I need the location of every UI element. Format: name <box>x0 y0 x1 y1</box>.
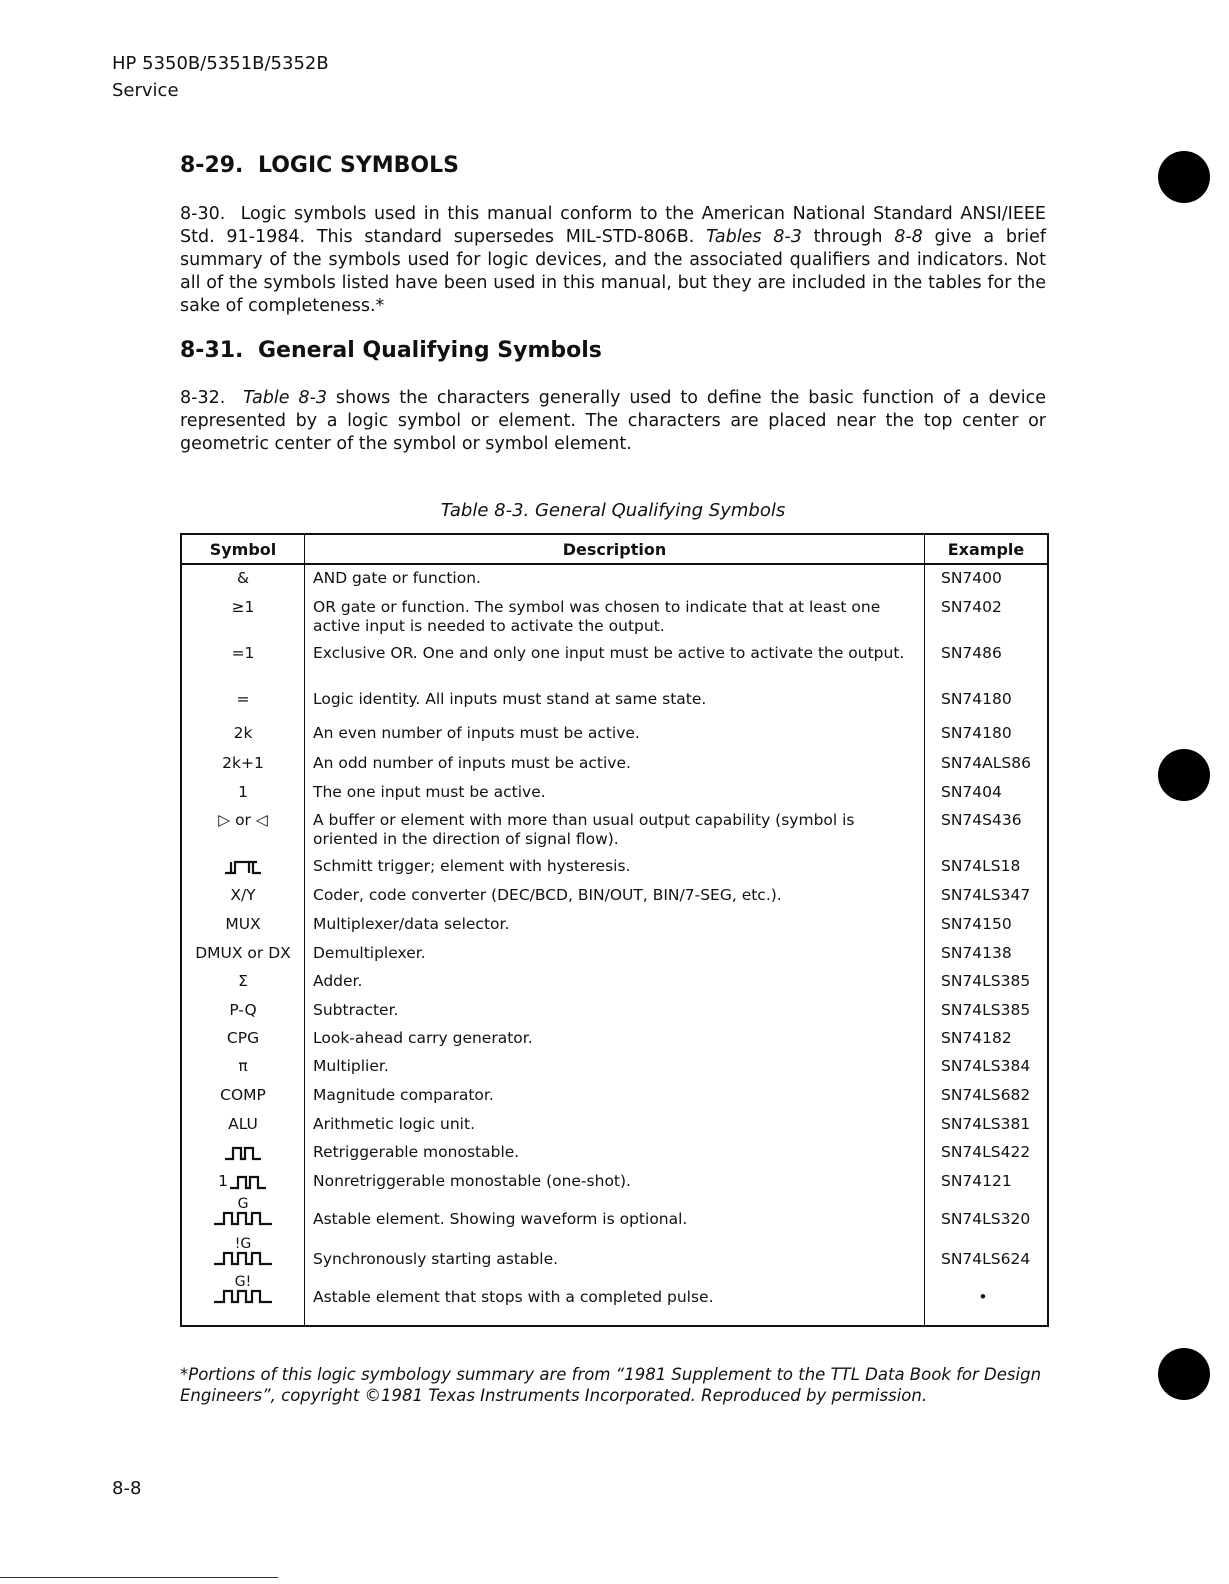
symbol-cell <box>181 940 305 968</box>
symbol-cell <box>181 1168 305 1198</box>
symbol-cell <box>181 1139 305 1168</box>
symbol-label: MUX <box>225 915 261 933</box>
symbol-cell <box>181 1238 305 1276</box>
monostable-pulse-icon <box>223 1145 263 1161</box>
symbol-cell <box>181 807 305 853</box>
footnote: *Portions of this logic symbology summary are from “1981 Supplement to the TTL Data Book for Design Engineers”, copyright ©1981 Texas Instruments Incorporated. Reproduced by permission. <box>180 1365 1042 1405</box>
paragraph-text: give a brief summary of the symbols used for logic devices, and the associated qualifiers and indicators. Not all of the symbols listed have been used in this manual, but they are included in the tables for the sake of completeness.* <box>180 227 1047 316</box>
example-cell: SN7400 <box>925 564 1049 594</box>
table-row <box>181 1198 1048 1238</box>
table-row <box>181 686 1048 720</box>
paragraph-text: through <box>801 227 895 247</box>
paragraph-number: 8-32. <box>180 388 226 408</box>
symbol-cell <box>181 750 305 779</box>
table-row <box>181 1276 1048 1326</box>
section-number: 8-29. <box>180 153 244 178</box>
symbol-cell <box>181 911 305 940</box>
table-row <box>181 564 1048 594</box>
description-cell: Coder, code converter (DEC/BCD, BIN/OUT, BIN/7-SEG, etc.). <box>305 882 925 911</box>
symbol-label: G <box>237 1196 249 1212</box>
symbol-label: π <box>238 1057 248 1075</box>
symbol-cell <box>181 720 305 750</box>
description-cell: AND gate or function. <box>305 564 925 594</box>
table-body <box>181 564 1048 1326</box>
description-cell: Look-ahead carry generator. <box>305 1025 925 1053</box>
example-cell: SN7486 <box>925 640 1049 686</box>
description-cell: Astable element. Showing waveform is optional. <box>305 1198 925 1238</box>
description-cell: Multiplier. <box>305 1053 925 1082</box>
symbol-label: Σ <box>238 972 248 990</box>
example-cell: • <box>925 1276 1049 1326</box>
table-row <box>181 997 1048 1025</box>
description-cell: OR gate or function. The symbol was chosen to indicate that at least one active input is needed to activate the output. <box>305 594 925 640</box>
symbol-label: & <box>236 569 250 587</box>
paragraph-text: Logic symbols used in this manual conform to the American National Standard ANSI/IEEE Std. 91-1984. This standard supersedes MIL-STD-806B. <box>180 204 1046 247</box>
table-row <box>181 1053 1048 1082</box>
example-cell: SN74150 <box>925 911 1049 940</box>
symbol-cell <box>181 640 305 686</box>
section-title: General Qualifying Symbols <box>258 338 602 363</box>
table-row <box>181 882 1048 911</box>
symbol-label: ▷ or ◁ <box>218 811 268 829</box>
example-cell: SN74LS384 <box>925 1053 1049 1082</box>
example-cell: SN74LS18 <box>925 853 1049 882</box>
description-cell: Arithmetic logic unit. <box>305 1111 925 1139</box>
symbol-label: CPG <box>226 1029 260 1047</box>
example-cell: SN74LS385 <box>925 997 1049 1025</box>
symbol-cell <box>181 968 305 997</box>
table-caption: Table 8-3. General Qualifying Symbols <box>440 500 786 521</box>
astable-waveform-icon <box>212 1250 274 1266</box>
example-cell: SN74180 <box>925 686 1049 720</box>
example-cell: SN74LS385 <box>925 968 1049 997</box>
table-row <box>181 807 1048 853</box>
example-cell: SN74LS347 <box>925 882 1049 911</box>
example-cell: SN74180 <box>925 720 1049 750</box>
example-cell: SN7404 <box>925 779 1049 807</box>
description-cell: An odd number of inputs must be active. <box>305 750 925 779</box>
example-cell: SN74138 <box>925 940 1049 968</box>
description-cell: A buffer or element with more than usual output capability (symbol is oriented in the direction of signal flow). <box>305 807 925 853</box>
table-header-row <box>181 534 1048 564</box>
symbol-cell <box>181 686 305 720</box>
description-cell: Magnitude comparator. <box>305 1082 925 1111</box>
symbol-label: P-Q <box>229 1001 257 1019</box>
description-cell: Demultiplexer. <box>305 940 925 968</box>
paragraph-text: shows the characters generally used to define the basic function of a device represented by a logic symbol or element. The characters are placed near the top center or geometric center of the symbol or symbol element. <box>180 388 1046 454</box>
symbol-label: COMP <box>220 1086 266 1104</box>
astable-waveform-icon <box>212 1288 274 1304</box>
table-row <box>181 1139 1048 1168</box>
symbol-label: G! <box>234 1274 252 1290</box>
table-row <box>181 640 1048 686</box>
table-row <box>181 720 1048 750</box>
example-cell: SN74LS624 <box>925 1238 1049 1276</box>
description-cell: Multiplexer/data selector. <box>305 911 925 940</box>
section-title: LOGIC SYMBOLS <box>258 153 459 178</box>
section-heading-8-29 <box>180 153 459 178</box>
table-row <box>181 968 1048 997</box>
symbol-label: 2k <box>233 724 253 742</box>
symbol-label: 2k+1 <box>222 754 264 772</box>
description-cell: The one input must be active. <box>305 779 925 807</box>
symbol-label: !G <box>234 1236 252 1252</box>
binder-hole-top <box>1158 151 1210 203</box>
model-title: HP 5350B/5351B/5352B <box>112 53 329 74</box>
table-row <box>181 1168 1048 1198</box>
running-header <box>112 50 329 104</box>
table-row <box>181 750 1048 779</box>
description-cell: An even number of inputs must be active. <box>305 720 925 750</box>
paragraph-number: 8-30. <box>180 204 226 224</box>
description-cell: Subtracter. <box>305 997 925 1025</box>
schmitt-trigger-icon <box>223 859 263 875</box>
example-cell: SN74182 <box>925 1025 1049 1053</box>
symbol-label: X/Y <box>230 886 256 904</box>
column-header-example: Example <box>925 534 1049 564</box>
description-cell: Synchronously starting astable. <box>305 1238 925 1276</box>
symbol-label: 1 <box>238 783 248 801</box>
table-reference: Table 8-3 <box>243 388 327 408</box>
symbol-cell <box>181 1198 305 1238</box>
symbol-cell <box>181 1276 305 1326</box>
symbol-cell <box>181 594 305 640</box>
symbol-cell <box>181 997 305 1025</box>
description-cell: Nonretriggerable monostable (one-shot). <box>305 1168 925 1198</box>
symbol-cell <box>181 564 305 594</box>
binder-hole-middle <box>1158 749 1210 801</box>
table-reference: 8-8 <box>894 227 923 247</box>
example-cell: SN74LS682 <box>925 1082 1049 1111</box>
description-cell: Astable element that stops with a completed pulse. <box>305 1276 925 1326</box>
example-cell: SN74ALS86 <box>925 750 1049 779</box>
qualifying-symbols-table <box>180 533 1049 1327</box>
section-label: Service <box>112 80 179 101</box>
symbol-cell <box>181 853 305 882</box>
description-cell: Retriggerable monostable. <box>305 1139 925 1168</box>
section-heading-8-31 <box>180 338 602 363</box>
column-header-symbol: Symbol <box>181 534 305 564</box>
scan-edge-line <box>0 1577 278 1578</box>
binder-hole-bottom <box>1158 1348 1210 1400</box>
symbol-label: =1 <box>231 644 255 662</box>
monostable-pulse-icon <box>228 1174 268 1190</box>
description-cell: Schmitt trigger; element with hysteresis. <box>305 853 925 882</box>
table-row <box>181 1025 1048 1053</box>
symbol-cell <box>181 1082 305 1111</box>
symbol-label: ALU <box>228 1115 258 1133</box>
symbol-cell <box>181 882 305 911</box>
symbol-cell <box>181 779 305 807</box>
table-reference: Tables 8-3 <box>706 227 802 247</box>
symbol-label: = <box>236 690 250 708</box>
symbol-cell <box>181 1053 305 1082</box>
example-cell: SN7402 <box>925 594 1049 640</box>
astable-waveform-icon <box>212 1210 274 1226</box>
example-cell: SN74LS320 <box>925 1198 1049 1238</box>
table-row <box>181 1238 1048 1276</box>
table-row <box>181 1111 1048 1139</box>
example-cell: SN74S436 <box>925 807 1049 853</box>
symbol-cell <box>181 1025 305 1053</box>
page-number: 8-8 <box>112 1478 142 1499</box>
symbol-cell <box>181 1111 305 1139</box>
symbol-label: DMUX or DX <box>195 944 291 962</box>
symbol-label: 1 <box>218 1172 228 1190</box>
table-row <box>181 779 1048 807</box>
paragraph-8-32 <box>180 387 1046 456</box>
example-cell: SN74LS381 <box>925 1111 1049 1139</box>
column-header-description: Description <box>305 534 925 564</box>
description-cell: Exclusive OR. One and only one input must be active to activate the output. <box>305 640 925 686</box>
description-cell: Adder. <box>305 968 925 997</box>
symbol-label: ≥1 <box>231 598 255 616</box>
table-row <box>181 911 1048 940</box>
section-number: 8-31. <box>180 338 244 363</box>
table-row <box>181 594 1048 640</box>
table-row <box>181 853 1048 882</box>
table-row <box>181 1082 1048 1111</box>
example-cell: SN74LS422 <box>925 1139 1049 1168</box>
example-cell: SN74121 <box>925 1168 1049 1198</box>
description-cell: Logic identity. All inputs must stand at same state. <box>305 686 925 720</box>
table-row <box>181 940 1048 968</box>
paragraph-8-30 <box>180 203 1046 318</box>
